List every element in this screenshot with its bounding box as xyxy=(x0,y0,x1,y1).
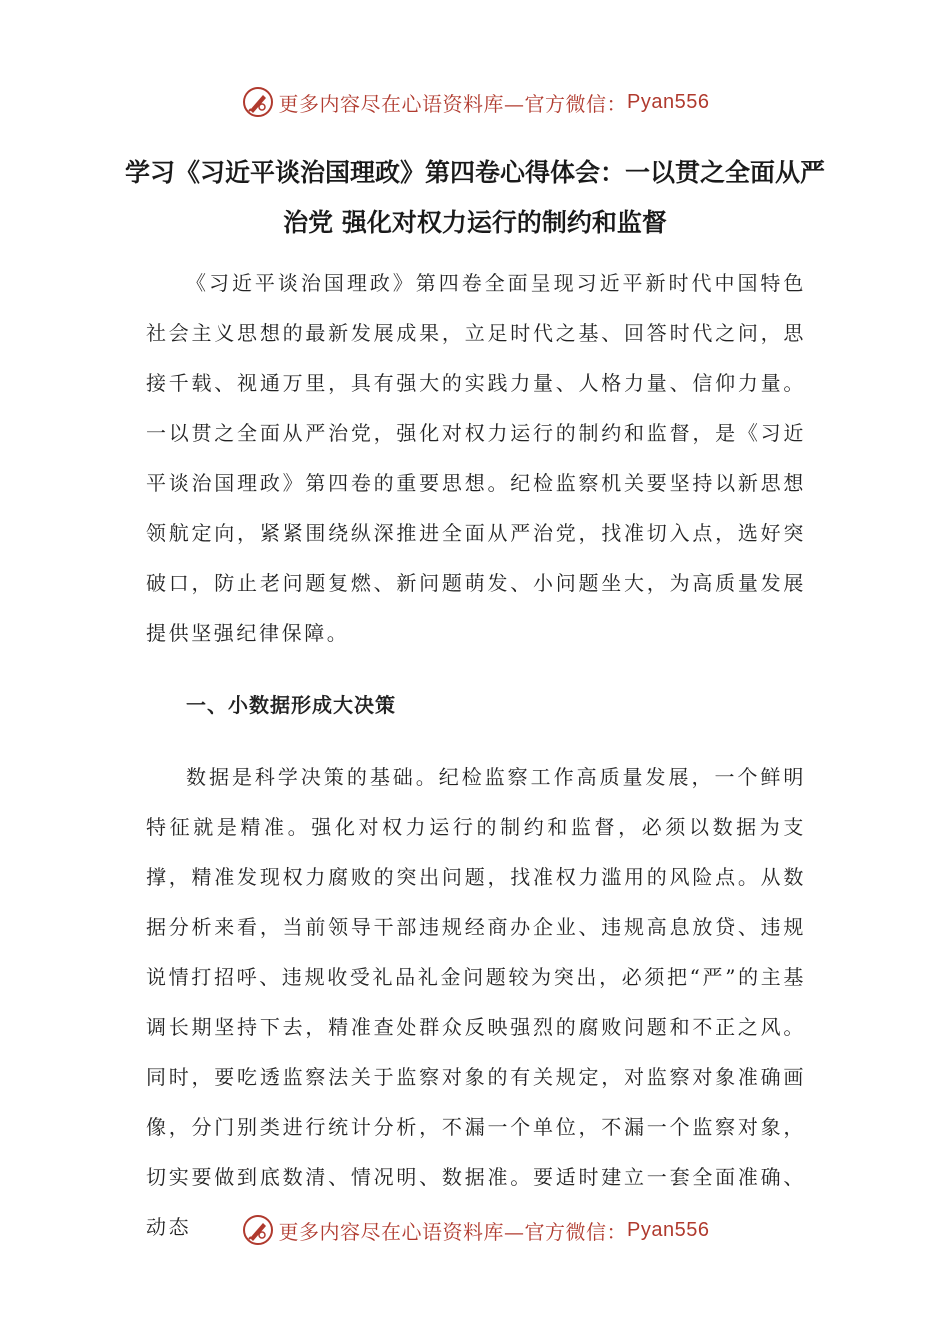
banner-handle: Pyan556 xyxy=(627,1218,710,1241)
document-body xyxy=(146,258,806,1252)
banner-handle: Pyan556 xyxy=(627,90,710,113)
section-heading: 一、小数据形成大决策 xyxy=(186,693,396,717)
intro-paragraph: 《习近平谈治国理政》第四卷全面呈现习近平新时代中国特色社会主义思想的最新发展成果，立足时代之基、回答时代之问，思接千载、视通万里，具有强大的实践力量、人格力量、信仰力量。一以贯之全面从严治党，强化对权力运行的制约和监督，是《习近平谈治国理政》第四卷的重要思想。纪检监察机关要坚持以新思想领航定向，紧紧围绕纵深推进全面从严治党，找准切入点，选好突破口，防止老问题复燃、新问题萌发、小问题坐大，为高质量发展提供坚强纪律保障。 xyxy=(146,271,806,645)
header-watermark-banner xyxy=(0,82,950,122)
pen-nib-logo-icon xyxy=(241,85,275,119)
banner-text: 更多内容尽在心语资料库—官方微信： xyxy=(278,1219,628,1244)
document-title: 学习《习近平谈治国理政》第四卷心得体会：一以贯之全面从严治党 强化对权力运行的制约和监督 xyxy=(124,158,825,237)
pen-nib-logo-icon xyxy=(241,1213,275,1247)
footer-watermark-banner xyxy=(0,1210,950,1250)
section-paragraph: 数据是科学决策的基础。纪检监察工作高质量发展，一个鲜明特征就是精准。强化对权力运行的制约和监督，必须以数据为支撑，精准发现权力腐败的突出问题，找准权力滥用的风险点。从数据分析来看，当前领导干部违规经商办企业、违规高息放贷、违规说情打招呼、违规收受礼品礼金问题较为突出，必须把“严”的主基调长期坚持下去，精准查处群众反映强烈的腐败问题和不正之风。同时，要吃透监察法关于监察对象的有关规定，对监察对象准确画像，分门别类进行统计分析，不漏一个单位，不漏一个监察对象，切实要做到底数清、情况明、数据准。要适时建立一套全面准确、动态 xyxy=(146,765,806,1239)
banner-text: 更多内容尽在心语资料库—官方微信： xyxy=(278,91,628,116)
